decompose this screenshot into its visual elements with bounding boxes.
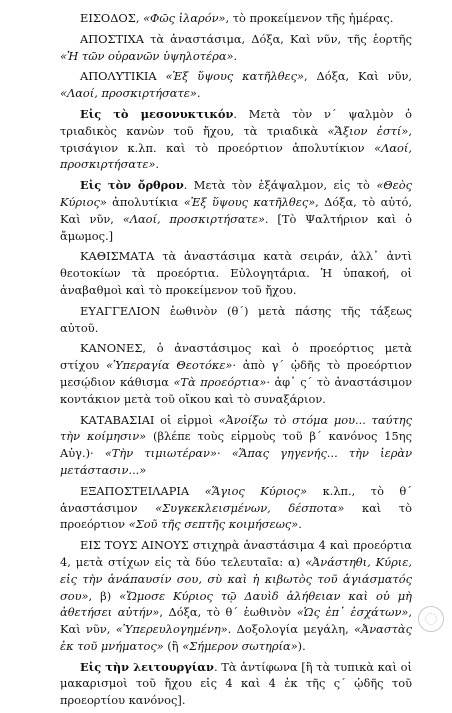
paragraph [60, 106, 412, 173]
paragraph-text: , τὸ προκείμενον τῆς ἡμέρας. [225, 11, 394, 25]
paragraph-text: (ἢ [163, 638, 183, 653]
paragraph-text: ἀπολυτίκια [106, 194, 184, 209]
paragraph-text: , Καὶ νῦν, [60, 605, 412, 637]
paragraph-text: , Δόξα, τὸ αὐτό, Καὶ νῦν, [60, 194, 413, 226]
paragraph-text: , τρισάγιον κ.λπ. καὶ τὸ προεόρτιον ἀπολυτίκιον [60, 123, 412, 155]
quoted-hymn: «Ἀνάστηθι, Κύριε, εἰς τὴν ἀνάπαυσίν σου, σὺ καὶ ἡ κιβωτὸς τοῦ ἁγιάσματός σου» [60, 554, 413, 603]
paragraph-text: ). [297, 638, 306, 653]
paragraph-text: ΕΙΣ ΤΟΥΣ ΑΙΝΟΥΣ στιχηρὰ ἀναστάσιμα 4 καὶ προεόρτια 4, μετὰ στίχων εἰς τὰ δύο τελευταῖα: α) [60, 538, 412, 569]
paragraph-text: · ἀπὸ γ΄ ᾠδῆς τὸ προεόρτιον μεσῴδιον κάθισμα [60, 358, 412, 389]
paragraph-text: , β) [88, 588, 120, 603]
quoted-hymn: «Ὤμοσε Κύριος τῷ Δαυὶδ ἀλήθειαν καὶ οὐ μὴ ἀθετήσει αὐτήν» [60, 588, 412, 620]
quoted-hymn: «Φῶς ἱλαρόν» [143, 11, 226, 25]
quoted-hymn: «Τὰ προεόρτια» [173, 374, 267, 389]
text-column [60, 10, 412, 713]
paragraph-text: (βλέπε τοὺς εἱρμοὺς τοῦ β΄ κανόνος 15ης Αὐγ.)· [60, 429, 412, 461]
quoted-hymn: «Ἄξιον ἐστί» [327, 123, 409, 138]
paragraph [60, 303, 412, 337]
paragraph-text: ΑΠΟΣΤΙΧΑ τὰ ἀναστάσιμα, Δόξα, Καὶ νῦν, τῆς ἑορτῆς [80, 31, 412, 46]
section-heading: Εἰς τὸ μεσονυκτικόν [80, 106, 234, 121]
paragraph [60, 483, 412, 533]
paragraph-text: . Μετὰ τὸν ν΄ ψαλμὸν ὁ τριαδικὸς κανὼν τοῦ ἤχου, τὰ τριαδικὰ [60, 106, 412, 138]
paragraph-text: καὶ τὸ προεόρτιον [60, 500, 412, 532]
paragraph [60, 537, 412, 655]
paragraph-text: ΚΑΤΑΒΑΣΙΑΙ οἱ εἱρμοὶ [80, 412, 219, 427]
quoted-hymn: «Σοῦ τῆς σεπτῆς κοιμήσεως» [128, 517, 299, 532]
quoted-hymn: «Λαοί, προσκιρτήσατε» [60, 140, 412, 172]
paragraph [60, 68, 412, 102]
paragraph-text: ΕΞΑΠΟΣΤΕΙΛΑΡΙΑ [80, 483, 205, 498]
quoted-hymn: «Ἐξ ὕψους κατῆλθες» [183, 194, 316, 209]
paragraph-text: · [216, 446, 232, 461]
paragraph-text: . [196, 86, 201, 101]
paragraph-text: . [Τὸ Ψαλτήριον καὶ ὁ ἄμωμος.] [60, 211, 412, 243]
paragraph-text: . [298, 517, 302, 532]
quoted-hymn: «Λαοί, προσκιρτήσατε» [122, 211, 265, 226]
paragraph-text: · ἀφ᾽ ς΄ τὸ ἀναστάσιμον κοντάκιον μετὰ τοῦ οἴκου καὶ τὸ συναξάριον. [60, 374, 412, 406]
quoted-hymn: «Ὑπερευλογημένη» [115, 622, 228, 637]
paragraph-text: ΚΑΘΙΣΜΑΤΑ τὰ ἀναστάσιμα κατὰ σειράν, ἀλλ᾽ ἀντὶ θεοτοκίων τὰ προεόρτια. Εὐλογητάρια. Ἡ ὑπακοή, οἱ ἀναβαθμοὶ καὶ τὸ προκείμενον τοῦ ἤχου. [60, 249, 412, 297]
quoted-hymn: «Σήμερον σωτηρία» [182, 638, 298, 653]
paragraph-text: . [155, 157, 160, 172]
paragraph-text: ΑΠΟΛΥΤΙΚΙΑ [80, 69, 166, 84]
quoted-hymn: «Ἀνοίξω τὸ στόμα μου... ταύτης τὴν κοίμησιν» [60, 412, 412, 444]
quoted-hymn: «Ὑπεραγία Θεοτόκε» [106, 358, 233, 373]
paragraph [60, 412, 412, 479]
paragraph [60, 31, 412, 65]
paragraph [60, 248, 412, 298]
section-heading: Εἰς τὸν ὄρθρον [80, 178, 184, 193]
paragraph-text: ΕΥΑΓΓΕΛΙΟΝ ἑωθινὸν (θ΄) μετὰ πάσης τῆς τάξεως αὐτοῦ. [60, 303, 412, 335]
paragraph-text: . [233, 48, 238, 63]
paragraph [60, 177, 412, 244]
quoted-hymn: «Ἅπας γηγενής... τὴν ἱερὰν μετάστασιν...» [60, 446, 413, 477]
paragraph-text: . Δοξολογία μεγάλη, [227, 622, 355, 637]
quoted-hymn: «Ἐξ ὕψους κατῆλθες» [165, 69, 305, 84]
quoted-hymn: «Ὡς ἐπ᾽ ἐσχάτων» [296, 605, 409, 620]
watermark-seal-icon [418, 606, 444, 632]
quoted-hymn: «Ἀναστὰς ἐκ τοῦ μνήματος» [60, 622, 412, 653]
paragraph-text: . Τὰ ἀντίφωνα [ἢ τὰ τυπικὰ καὶ οἱ μακαρισμοὶ τοῦ ἤχου εἰς 4 καὶ 4 ἐκ τῆς ς΄ ᾠδῆς τοῦ προεορτίου κανόνος]. [60, 659, 412, 708]
paragraph-text: , Δόξα, τὸ θ΄ ἑωθινὸν [159, 605, 297, 620]
paragraph-text: ΚΑΝΟΝΕΣ, ὁ ἀναστάσιμος καὶ ὁ προεόρτιος μετὰ στίχου [60, 341, 412, 373]
paragraph-text: ΕΙΣΟΔΟΣ, [80, 11, 144, 25]
paragraph-text: κ.λπ., τὸ θ΄ ἀναστάσιμον [60, 483, 412, 515]
quoted-hymn: «Συγκεκλεισμένων, δέσποτα» [155, 500, 345, 515]
section-heading: Εἰς τὴν λειτουργίαν [80, 659, 214, 674]
paragraph [60, 10, 412, 27]
paragraph-text: , Δόξα, Καὶ νῦν, [304, 69, 412, 84]
paragraph [60, 340, 412, 407]
paragraph-text: . Μετὰ τὸν ἑξάψαλμον, εἰς τὸ [183, 178, 377, 193]
quoted-hymn: «Θεὸς Κύριος» [60, 178, 412, 209]
quoted-hymn: «Τὴν τιμιωτέραν» [104, 446, 217, 461]
quoted-hymn: «Λαοί, προσκιρτήσατε» [60, 86, 197, 101]
quoted-hymn: «Ἅγιος Κύριος» [204, 483, 308, 498]
paragraph [60, 659, 412, 709]
quoted-hymn: «Ἡ τῶν οὐρανῶν ὑψηλοτέρα» [60, 48, 234, 63]
